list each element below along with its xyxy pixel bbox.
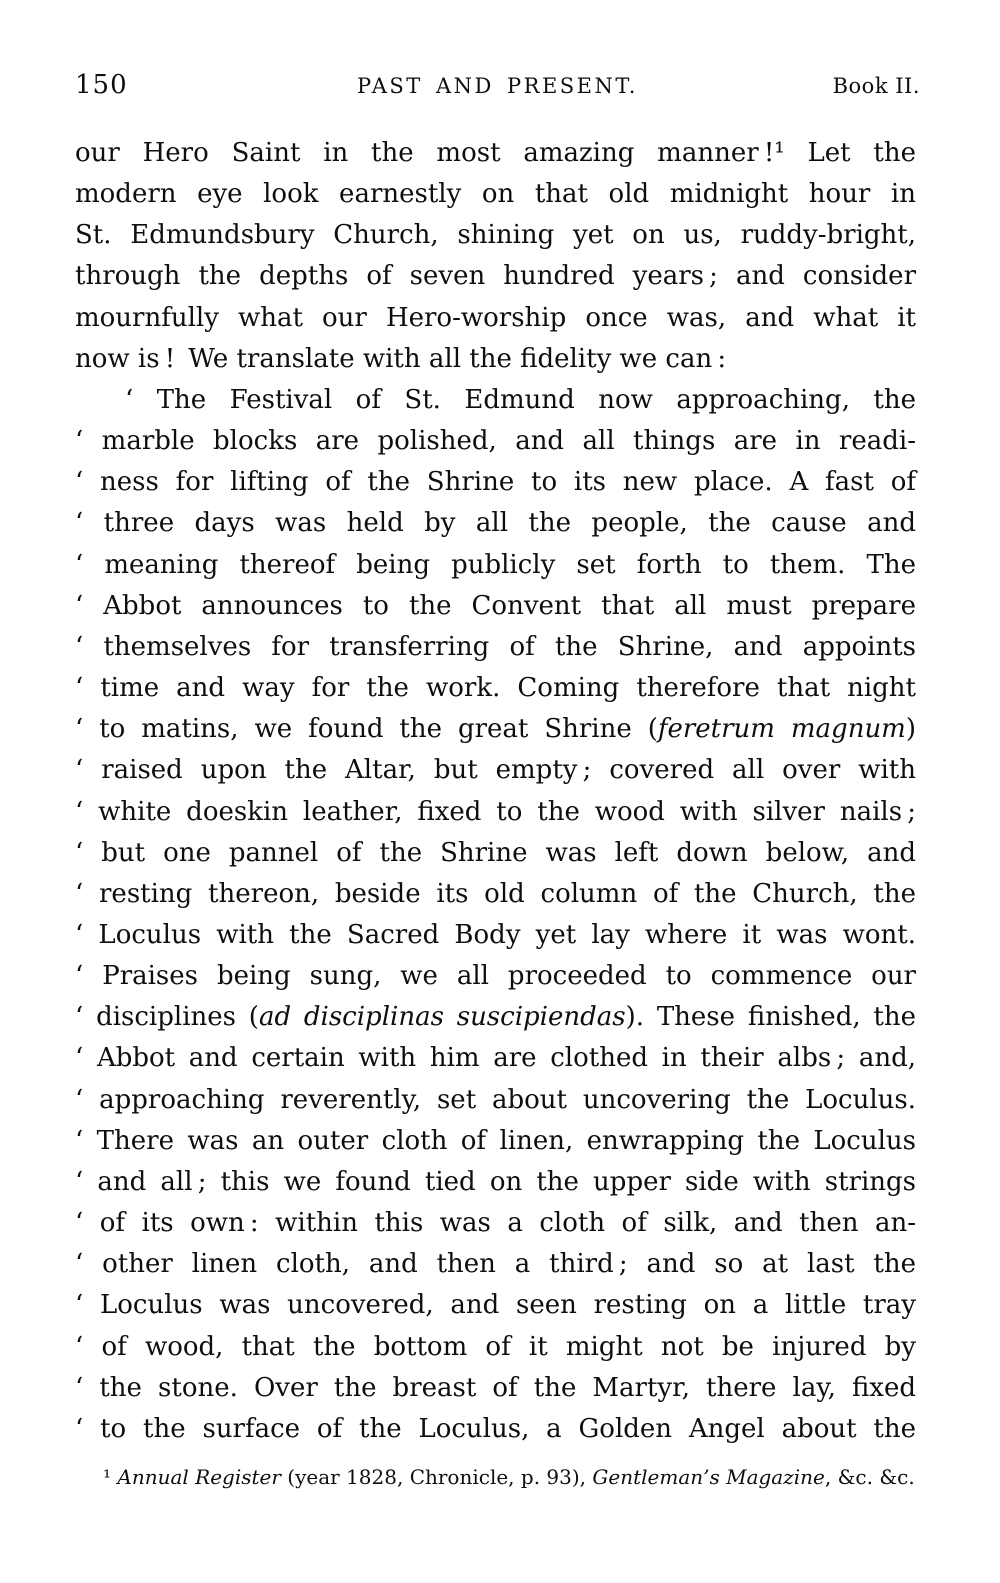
text-line: ‘ of wood, that the bottom of it might not be injured by bbox=[75, 1331, 916, 1362]
running-title: PAST AND PRESENT. bbox=[357, 74, 638, 98]
text-line: ‘ themselves for transferring of the Shrine, and appoints bbox=[75, 631, 916, 662]
book-label: Book II. bbox=[832, 74, 920, 98]
text-line: through the depths of seven hundred years ; and consider bbox=[75, 261, 916, 292]
text-line: ‘ Loculus with the Sacred Body yet lay where it was wont. bbox=[75, 919, 916, 950]
text-line: ‘ ness for lifting of the Shrine to its new place. A fast of bbox=[75, 467, 916, 498]
text-line: ‘ The Festival of St. Edmund now approaching, the bbox=[125, 384, 916, 415]
text-line: ‘ other linen cloth, and then a third ; and so at last the bbox=[75, 1249, 916, 1280]
page-header bbox=[75, 70, 920, 100]
text-line: mournfully what our Hero-worship once was, and what it bbox=[75, 302, 916, 333]
page-number: 150 bbox=[75, 70, 128, 100]
text-line: ‘ approaching reverently, set about uncovering the Loculus. bbox=[75, 1084, 916, 1115]
text-line: ‘ time and way for the work. Coming therefore that night bbox=[75, 673, 916, 704]
text-line: modern eye look earnestly on that old midnight hour in bbox=[75, 179, 916, 210]
text-line: ‘ resting thereon, beside its old column of the Church, the bbox=[75, 878, 916, 909]
text-line: our Hero Saint in the most amazing manner !¹ Let the bbox=[75, 138, 916, 168]
text-line: ‘ of its own : within this was a cloth of silk, and then an- bbox=[75, 1208, 916, 1239]
text-line: ‘ meaning thereof being publicly set forth to them. The bbox=[75, 549, 916, 580]
text-line: ‘ the stone. Over the breast of the Martyr, there lay, fixed bbox=[75, 1372, 916, 1403]
text-line: ‘ to the surface of the Loculus, a Golden Angel about the bbox=[75, 1413, 916, 1444]
text-line: St. Edmundsbury Church, shining yet on us, ruddy-bright, bbox=[75, 220, 916, 251]
text-line: ‘ Loculus was uncovered, and seen resting on a little tray bbox=[75, 1290, 916, 1321]
text-line: ‘ but one pannel of the Shrine was left down below, and bbox=[75, 837, 916, 868]
text-line: ‘ and all ; this we found tied on the upper side with strings bbox=[75, 1166, 916, 1197]
text-line: ‘ disciplines (ad disciplinas suscipiendas). These finished, the bbox=[75, 1002, 916, 1033]
text-line: ‘ Abbot and certain with him are clothed in their albs ; and, bbox=[75, 1043, 916, 1074]
text-line: ‘ three days was held by all the people, the cause and bbox=[75, 508, 916, 539]
text-line: ‘ marble blocks are polished, and all things are in readi- bbox=[75, 426, 916, 457]
text-line: ‘ raised upon the Altar, but empty ; covered all over with bbox=[75, 755, 916, 786]
text-line: ‘ Praises being sung, we all proceeded to commence our bbox=[75, 961, 916, 992]
text-line: ‘ There was an outer cloth of linen, enwrapping the Loculus bbox=[75, 1125, 916, 1156]
text-line: now is ! We translate with all the fidelity we can : bbox=[75, 343, 727, 374]
text-line: ‘ Abbot announces to the Convent that all must prepare bbox=[75, 590, 916, 621]
body-text bbox=[75, 133, 916, 1450]
text-line: ‘ to matins, we found the great Shrine (feretrum magnum) bbox=[75, 714, 916, 745]
text-line: ‘ white doeskin leather, fixed to the wood with silver nails ; bbox=[75, 796, 916, 827]
footnote: ¹ Annual Register (year 1828, Chronicle, p. 93), Gentleman’s Magazine, &c. &c. bbox=[103, 1465, 915, 1489]
